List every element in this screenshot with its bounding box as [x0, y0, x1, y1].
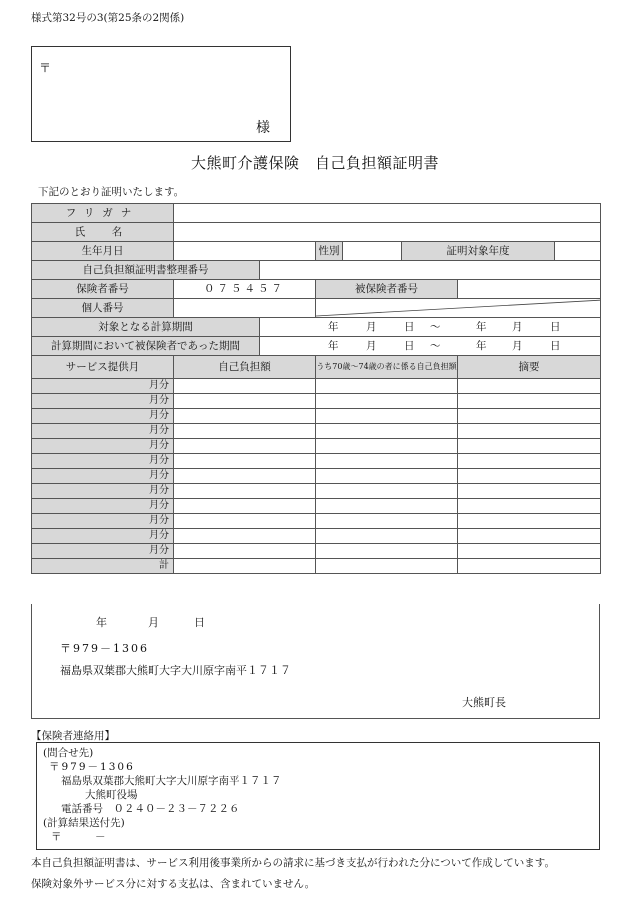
table-row [32, 439, 601, 454]
table-row [32, 499, 601, 514]
copay-70-74-cell[interactable] [316, 424, 458, 439]
contact-phone: 電話番号 ０２４０－２３－７２２６ [61, 803, 240, 815]
month-label: 月分 [32, 454, 174, 469]
inquiry-label: (問合せ先) [43, 747, 94, 759]
issuer-mayor: 大熊町長 [462, 696, 506, 709]
month-label: 月分 [32, 379, 174, 394]
personal-number-label: 個人番号 [32, 299, 174, 318]
contact-office: 大熊町役場 [85, 789, 138, 801]
month-label: 月分 [32, 499, 174, 514]
copay-70-74-cell[interactable] [316, 484, 458, 499]
insured-number-label: 被保険者番号 [316, 280, 458, 299]
copay-cell[interactable] [174, 544, 316, 559]
total-copay-70-74-cell[interactable] [316, 559, 458, 574]
insured-number-field[interactable] [458, 280, 601, 299]
copay-70-74-cell[interactable] [316, 544, 458, 559]
total-row [32, 559, 601, 574]
copay-cell[interactable] [174, 439, 316, 454]
contact-address: 福島県双葉郡大熊町大字大川原字南平１７１７ [61, 775, 282, 787]
copay-cell[interactable] [174, 454, 316, 469]
copay-cell[interactable] [174, 514, 316, 529]
insured-period-field[interactable]: 年 月 日 ～ 年 月 日 [260, 337, 601, 356]
copay-70-74-cell[interactable] [316, 379, 458, 394]
cert-ref-label: 自己負担額証明書整理番号 [32, 261, 260, 280]
month-label: 月分 [32, 394, 174, 409]
copay-70-74-cell[interactable] [316, 439, 458, 454]
intro-text: 下記のとおり証明いたします。 [38, 186, 185, 198]
remarks-cell[interactable] [458, 469, 601, 484]
send-zip-mark[interactable]: 〒 [51, 831, 62, 843]
remarks-header: 摘要 [458, 356, 601, 379]
table-row [32, 409, 601, 424]
name-label: 氏 名 [32, 223, 174, 242]
remarks-cell[interactable] [458, 544, 601, 559]
month-label: 月分 [32, 439, 174, 454]
furigana-label: フリガナ [32, 204, 174, 223]
calc-period-label: 対象となる計算期間 [32, 318, 260, 337]
remarks-cell[interactable] [458, 514, 601, 529]
copay-cell[interactable] [174, 529, 316, 544]
insured-period-label: 計算期間において被保険者であった期間 [32, 337, 260, 356]
copay-70-74-cell[interactable] [316, 469, 458, 484]
month-label: 月分 [32, 514, 174, 529]
copay-70-74-cell[interactable] [316, 409, 458, 424]
table-row [32, 514, 601, 529]
cert-ref-field[interactable] [260, 261, 601, 280]
postal-mark: 〒 [39, 61, 52, 75]
month-label: 月分 [32, 529, 174, 544]
table-row [32, 529, 601, 544]
copay-70-74-header: うち70歳～74歳の者に係る自己負担額 [316, 356, 458, 379]
table-row [32, 544, 601, 559]
copay-cell[interactable] [174, 394, 316, 409]
furigana-field[interactable] [174, 204, 601, 223]
month-label: 月分 [32, 409, 174, 424]
sex-label: 性別 [316, 242, 343, 261]
copay-cell[interactable] [174, 499, 316, 514]
document-title: 大熊町介護保険 自己負担額証明書 [190, 154, 439, 172]
contact-title: 【保険者連絡用】 [31, 730, 115, 742]
copay-70-74-cell[interactable] [316, 454, 458, 469]
insurer-number-value: ０７５４５７ [174, 280, 316, 299]
remarks-cell[interactable] [458, 529, 601, 544]
copay-70-74-cell[interactable] [316, 394, 458, 409]
form-id: 様式第32号の3(第25条の2関係) [31, 12, 185, 24]
copay-cell[interactable] [174, 379, 316, 394]
month-label: 月分 [32, 469, 174, 484]
issuer-zip: 〒979－1306 [60, 642, 149, 655]
remarks-cell[interactable] [458, 439, 601, 454]
issue-date[interactable]: 年 月 日 [96, 616, 205, 629]
contact-box [36, 742, 600, 850]
recipient-address-box[interactable] [31, 46, 291, 142]
personal-number-void [316, 299, 601, 318]
table-row [32, 394, 601, 409]
table-row [32, 379, 601, 394]
total-remarks-cell[interactable] [458, 559, 601, 574]
copay-cell[interactable] [174, 424, 316, 439]
honorific: 様 [256, 120, 270, 136]
calc-period-field[interactable]: 年 月 日 ～ 年 月 日 [260, 318, 601, 337]
send-zip-dash: － [95, 831, 106, 843]
void-slash-line [316, 299, 601, 317]
issuer-section [31, 604, 600, 719]
copay-cell[interactable] [174, 484, 316, 499]
remarks-cell[interactable] [458, 484, 601, 499]
copay-header: 自己負担額 [174, 356, 316, 379]
total-label: 計 [32, 559, 174, 574]
copay-70-74-cell[interactable] [316, 529, 458, 544]
personal-number-field[interactable] [174, 299, 316, 318]
remarks-cell[interactable] [458, 454, 601, 469]
copay-cell[interactable] [174, 469, 316, 484]
table-row [32, 469, 601, 484]
remarks-cell[interactable] [458, 394, 601, 409]
service-month-header: サービス提供月 [32, 356, 174, 379]
issuer-address: 福島県双葉郡大熊町大字大川原字南平１７１７ [60, 664, 291, 677]
month-label: 月分 [32, 544, 174, 559]
sex-field[interactable] [343, 242, 402, 261]
cert-year-field[interactable] [555, 242, 601, 261]
birthdate-field[interactable] [174, 242, 316, 261]
copay-70-74-cell[interactable] [316, 499, 458, 514]
name-field[interactable] [174, 223, 601, 242]
insurer-number-label: 保険者番号 [32, 280, 174, 299]
remarks-cell[interactable] [458, 424, 601, 439]
birthdate-label: 生年月日 [32, 242, 174, 261]
month-label: 月分 [32, 484, 174, 499]
month-label: 月分 [32, 424, 174, 439]
total-copay-cell[interactable] [174, 559, 316, 574]
certificate-table [31, 203, 601, 574]
remarks-cell[interactable] [458, 499, 601, 514]
copay-cell[interactable] [174, 409, 316, 424]
note-1: 本自己負担額証明書は、サービス利用後事業所からの請求に基づき支払が行われた分について作成しています。 [31, 857, 555, 869]
copay-70-74-cell[interactable] [316, 514, 458, 529]
remarks-cell[interactable] [458, 379, 601, 394]
send-label: (計算結果送付先) [43, 817, 125, 829]
table-row [32, 454, 601, 469]
contact-zip: 〒979－1306 [49, 761, 135, 773]
table-row [32, 424, 601, 439]
cert-year-label: 証明対象年度 [402, 242, 555, 261]
table-row [32, 484, 601, 499]
remarks-cell[interactable] [458, 409, 601, 424]
note-2: 保険対象外サービス分に対する支払は、含まれていません。 [31, 878, 316, 890]
